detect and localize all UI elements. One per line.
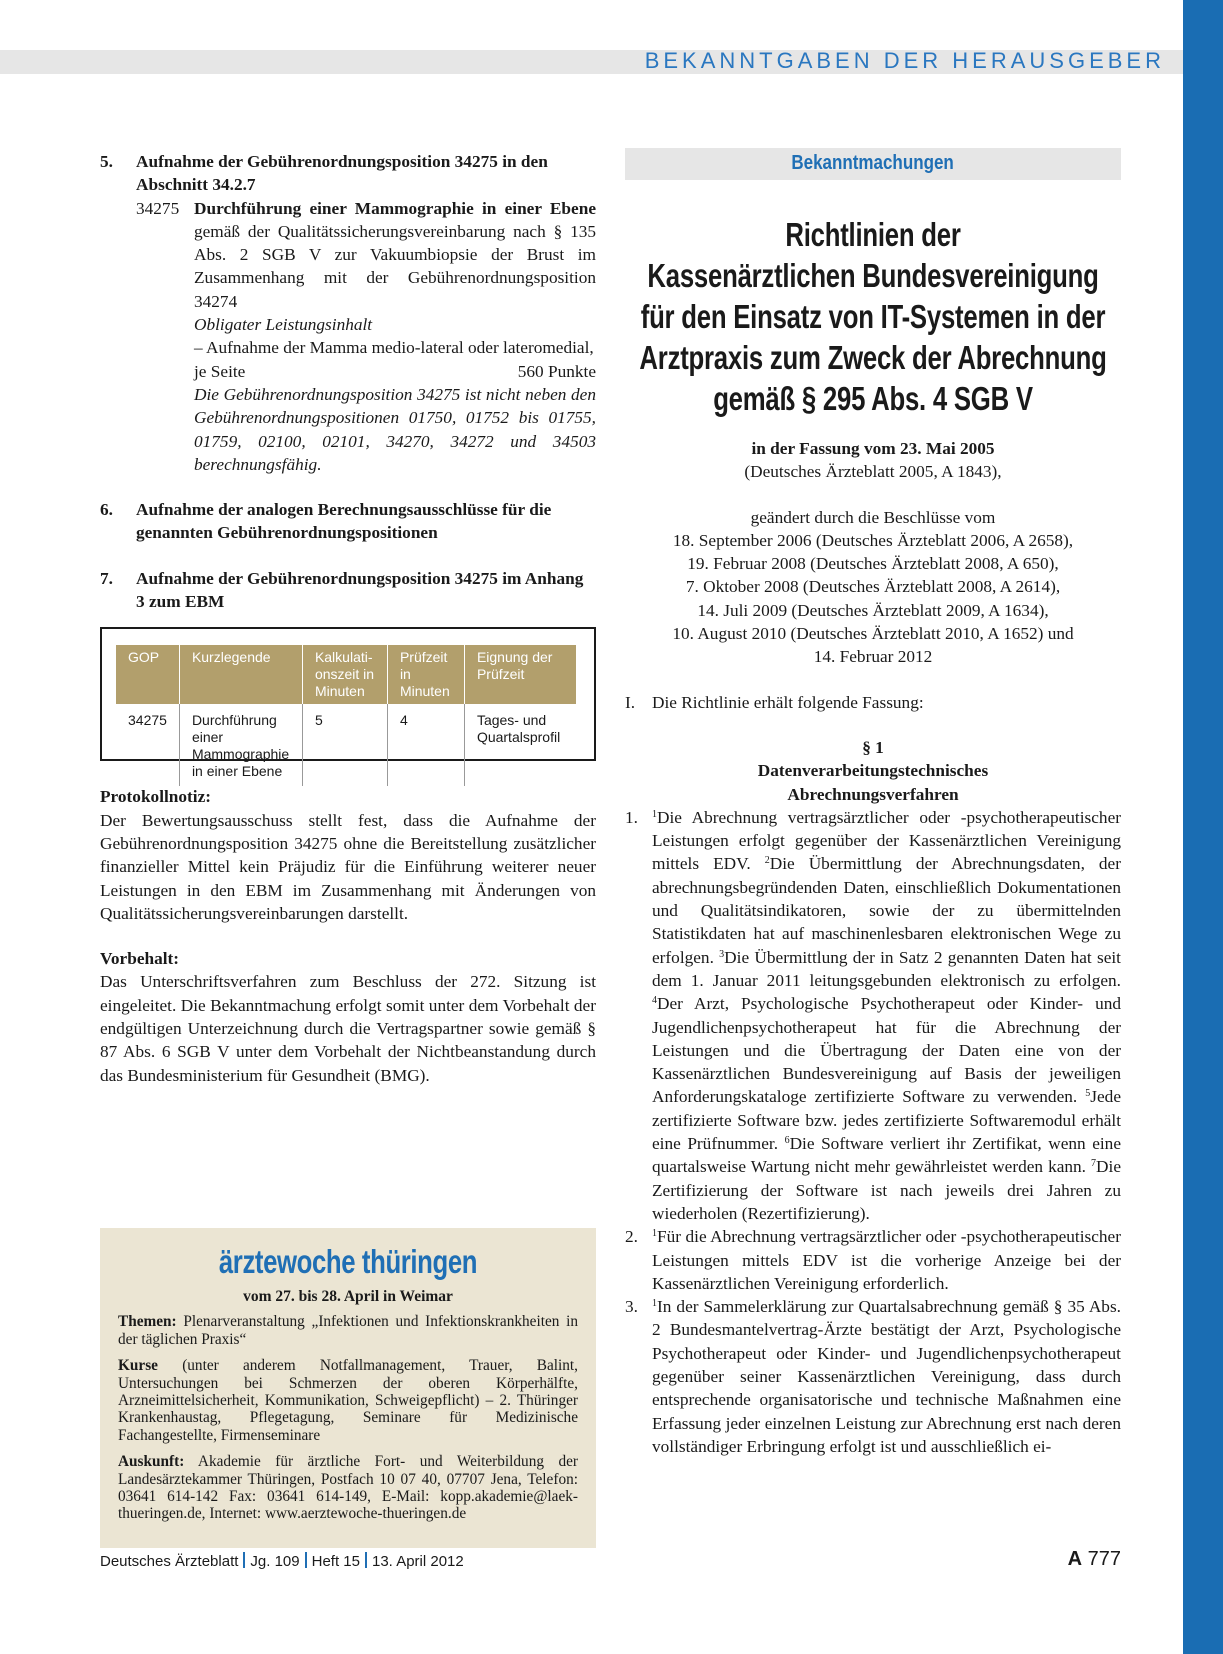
list-item: 1. $^1$Die Abrechnung vertragsärztlicher oder -psychotherapeutischer Leistungen erfolgt gegenüber der Kassenärztlichen Vereinigung mittels EDV. $^2$Die Übermittlung der Abrechnungsdaten, der abrechnungsbegründenden Daten, einschließlich Dokumentationen und Qualitätsindikatoren, sowie der zu übermittelnden Statistikdaten hat auf maschinenlesbaren elektronischen Wege zu erfolgen. $^3$Die Übermittlung der in Satz 2 genannten Daten hat seit dem 1. Januar 2011 leitungsgebunden elektronisch zu erfolgen. $^4$Der Arzt, Psychologische Psychotherapeut oder Kinder- und Jugendlichenpsychotherapeut hat für die Abrechnung der Leistungen und die Übertragung der Daten eine von der Kassenärztlichen Bundesvereinigung auf Basis der jeweiligen Anforderungskataloge zertifizierte Software zu verwenden. $^5$Jede zertifizierte Software bzw. jedes zertifizierte Softwaremodul erhält eine Prüfnummer. $^6$Die Software verliert ihr Zertifikat, wenn eine quartalsweise Wartung nicht mehr gewährleistet werden kann. $^7$Die Zertifizierung der Software ist nach jeweils drei Jahren zu wiederholen (Rezertifizierung). [625, 807, 1121, 1223]
fassung-line: in der Fassung vom 23. Mai 2005 [751, 439, 995, 458]
journal-date: 13. April 2012 [372, 1553, 464, 1570]
table-cell: Tages- und Quartalsprofil [464, 704, 576, 786]
event-info-box [100, 1228, 596, 1548]
protokoll-heading: Protokollnotiz: [100, 787, 212, 807]
paragraph-title: Datenverarbeitungstechnisches Abrechnungsverfahren [757, 761, 989, 804]
table-header-cell: Prüfzeit in Minuten [387, 645, 464, 704]
fassung-ref: (Deutsches Ärzteblatt 2005, A 1843), [744, 462, 1002, 482]
points-value: 560 Punkte [517, 361, 596, 381]
section-label: Bekanntmachungen [791, 152, 955, 175]
table-cell: 5 [302, 704, 387, 786]
list-item: 3. $^1$In der Sammelerklärung zur Quartalsabrechnung gemäß § 35 Abs. 2 Bundesmantelvertrag-Ärzte bestätigt der Arzt, Psychologische Psychotherapeut oder Kinder- und Jugendlichenpsychotherapeut gegenüber seiner Kassenärztlichen Vereinigung, dass durch entsprechende organisatorische und technische Maßnahmen eine Erfassung jeder einzelnen Leistung zur Abrechnung erst nach deren vollständiger Erbringung erfolgt ist und ausschließlich ei- [625, 1297, 1121, 1456]
table-cell: Durchführung einer Mammographie in einer Ebene [179, 704, 302, 786]
gop-table-box [100, 627, 596, 780]
gop-entry-34275 [100, 197, 596, 477]
paragraph-sign: § 1 [862, 737, 884, 757]
journal-volume: Jg. 109 [250, 1553, 300, 1570]
table-header-cell: Kalkulationszeit in Minuten [302, 645, 387, 704]
gop-title: Durchführung einer Mammographie in einer Ebene [194, 198, 596, 218]
event-auskunft: Auskunft: Akademie für ärztliche Fort- und Weiterbildung der Landesärztekammer Thüringen, Postfach 10 07 40, 07707 Jena, Telefon: 03641 614-142 Fax: 03641 614-149, E-Mail: kopp.akademie@laek-thueringen.de, Internet: www.aerztewoche-thueringen.de [118, 1453, 578, 1523]
page-footer [100, 1548, 1121, 1570]
page-number: A 777 [1067, 1548, 1121, 1570]
item-5-heading: 5. Aufnahme der Gebührenordnungsposition 34275 in den Abschnitt 34.2.7 [100, 152, 548, 195]
table-cell: 34275 [128, 712, 167, 729]
points-unit: je Seite [194, 361, 246, 381]
table-header-row [116, 645, 576, 704]
obligat-bullet: – Aufnahme der Mamma medio-lateral oder lateromedial, [194, 338, 594, 358]
event-title: ärztewoche thüringen [218, 1243, 478, 1280]
change-history: geändert durch die Beschlüsse vom 18. September 2006 (Deutsches Ärzteblatt 2006, A 2658), 19. Februar 2008 (Deutsches Ärzteblatt 2008, A 650), 7. Oktober 2008 (Deutsches Ärzteblatt 2008, A 2614), 14. Juli 2009 (Deutsches Ärzteblatt 2009, A 1634), 10. August 2010 (Deutsches Ärzteblatt 2010, A 1652) und 14. Februar 2012 [672, 507, 1074, 667]
protokoll-text: Der Bewertungsausschuss stellt fest, dass die Aufnahme der Gebührenordnungsposition 34275 ohne die Bereitstellung zusätzlicher finanzieller Mittel kein Präjudiz für die Einführung weiterer neuer Leistungen in den EBM im Zusammenhang mit Änderungen von Qualitätssicherungsvereinbarungen darstellt. [100, 810, 596, 923]
vorbehalt-text: Das Unterschriftsverfahren zum Beschluss der 272. Sitzung ist eingeleitet. Die Bekanntmachung erfolgt somit unter dem Vorbehalt der endgültigen Unterzeichnung durch die Vertragspartner sowie gemäß § 87 Abs. 6 SGB V unter dem Vorbehalt der Nichtbeanstandung durch das Bundesministerium für Gesundheit (BMG). [100, 972, 596, 1085]
event-date: vom 27. bis 28. April in Weimar [243, 1288, 453, 1305]
gop-code: 34275 [136, 198, 180, 218]
journal-name: Deutsches Ärzteblatt [100, 1553, 239, 1570]
event-themen: Themen: Plenarveranstaltung „Infektionen und Infektionskrankheiten in der täglichen Praxis“ [118, 1313, 578, 1348]
exclusion-note: Die Gebührenordnungsposition 34275 ist nicht neben den Gebührenordnungspositionen 01750, 01752 bis 01755, 01759, 02100, 02101, 34270, 34272 und 34503 berechnungsfähig. [194, 384, 596, 474]
journal-issue: Heft 15 [311, 1553, 360, 1570]
table-cell: 4 [387, 704, 464, 786]
table-header-cell: Eignung der Prüfzeit [464, 645, 576, 704]
table-header-cell: Kurzlegende [179, 645, 302, 704]
gop-description: gemäß der Qualitätssicherungsvereinbarung nach § 135 Abs. 2 SGB V zur Vakuumbiopsie der Brust im Zusammenhang mit der Gebührenordnungsposition 34274 [194, 221, 596, 311]
obligat-label: Obligater Leistungsinhalt [194, 315, 373, 335]
item-7-heading: 7. Aufnahme der Gebührenordnungsposition 34275 im Anhang 3 zum EBM [100, 568, 584, 612]
table-header-cell: GOP [116, 645, 179, 704]
left-column [100, 150, 596, 1087]
section-header-title: BEKANNTGABEN DER HERAUSGEBER [644, 48, 1165, 73]
item-6-heading: 6. Aufnahme der analogen Berechnungsausschlüsse für die genannten Gebührenordnungspositionen [100, 500, 552, 543]
page-title: Richtlinien der Kassenärztlichen Bundesvereinigung für den Einsatz von IT-Systemen in der Arztpraxis zum Zweck der Abrechnung gemäß § 295 Abs. 4 SGB V [639, 216, 1107, 417]
intro-line: I. Die Richtlinie erhält folgende Fassung: [625, 692, 924, 712]
side-color-rail [1183, 0, 1223, 1654]
points-row [194, 360, 596, 383]
list-item: 2. $^1$Für die Abrechnung vertragsärztlicher oder -psychotherapeutischer Leistungen mittels EDV ist die vorherige Anzeige bei der Kassenärztlichen Vereinigung erforderlich. [625, 1227, 1121, 1293]
vorbehalt-heading: Vorbehalt: [100, 949, 180, 969]
section-label-bar [625, 148, 1121, 180]
event-kurse: Kurse (unter anderem Notfallmanagement, Trauer, Balint, Untersuchungen bei Schmerzen der oberen Körperhälfte, Arzneimittelsicherheit, Kommunikation, Schweigepflicht) – 2. Thüringer Krankenhaustag, Pflegetagung, Seminare für Medizinische Fachangestellte, Firmenseminare [118, 1357, 578, 1444]
right-column [625, 148, 1121, 1458]
